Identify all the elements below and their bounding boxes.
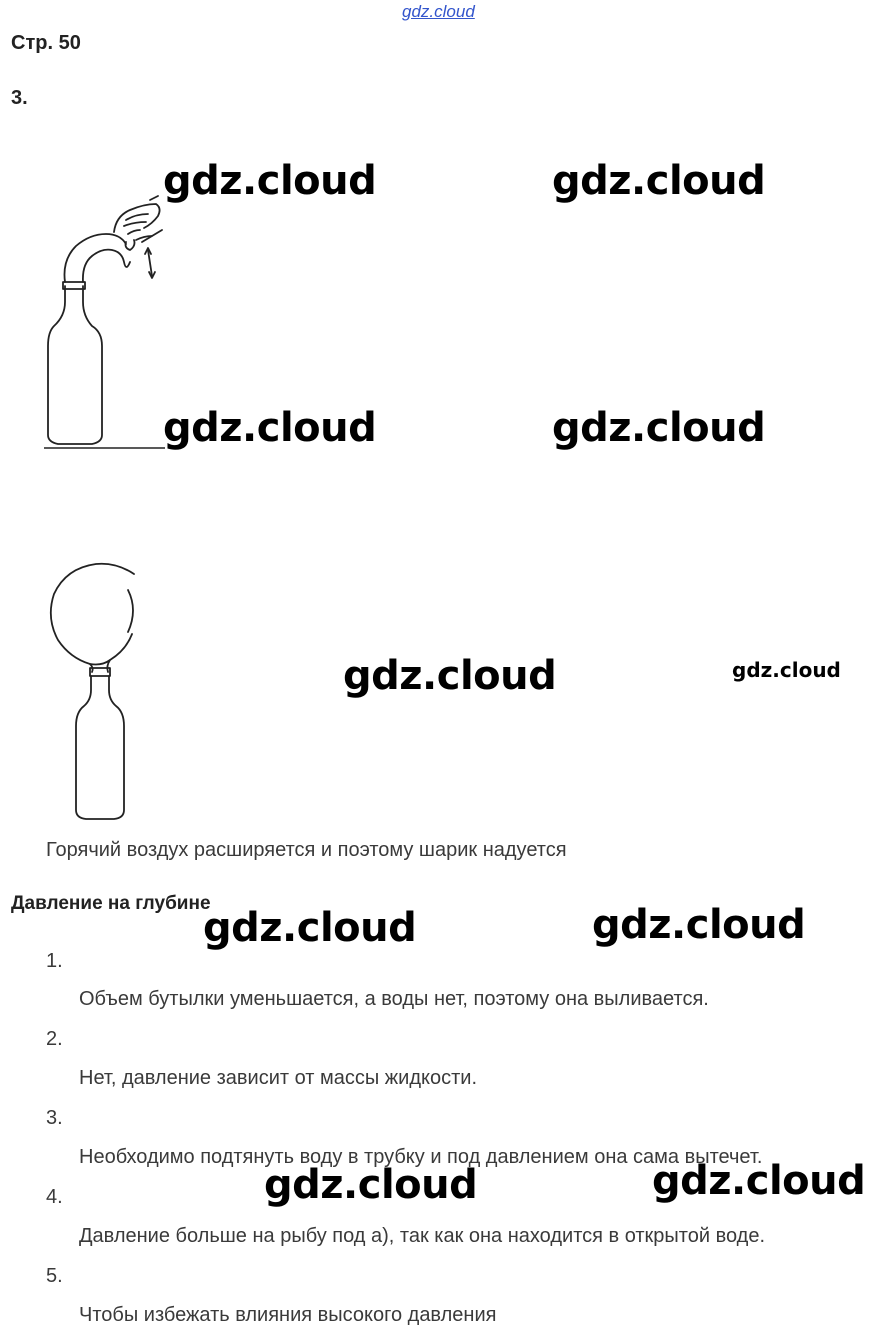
page-reference: Стр. 50 [11, 32, 81, 54]
task-number: 3. [11, 87, 28, 109]
watermark: gdz.cloud [592, 902, 806, 948]
item-answer: Чтобы избежать влияния высокого давления [79, 1304, 497, 1326]
watermark: gdz.cloud [264, 1162, 478, 1208]
item-answer: Объем бутылки уменьшается, а воды нет, поэтому она выливается. [79, 988, 709, 1010]
watermark: gdz.cloud [343, 653, 557, 699]
item-answer: Давление больше на рыбу под а), так как она находится в открытой воде. [79, 1225, 766, 1247]
item-number: 2. [46, 1028, 63, 1050]
watermark: gdz.cloud [652, 1158, 866, 1204]
bottle-with-hand-illustration [40, 190, 170, 455]
item-answer: Необходимо подтянуть воду в трубку и под давлением она сама вытечет. [79, 1146, 763, 1168]
item-number: 5. [46, 1265, 63, 1287]
item-number: 3. [46, 1107, 63, 1129]
watermark: gdz.cloud [203, 905, 417, 951]
watermark: gdz.cloud [163, 405, 377, 451]
bottle-with-balloon-illustration [44, 560, 144, 825]
section-title: Давление на глубине [11, 893, 211, 914]
item-number: 4. [46, 1186, 63, 1208]
watermark: gdz.cloud [552, 158, 766, 204]
watermark: gdz.cloud [732, 658, 841, 682]
site-link[interactable]: gdz.cloud [402, 2, 475, 21]
item-number: 1. [46, 950, 63, 972]
item-answer: Нет, давление зависит от массы жидкости. [79, 1067, 477, 1089]
watermark: gdz.cloud [552, 405, 766, 451]
watermark: gdz.cloud [163, 158, 377, 204]
task3-answer: Горячий воздух расширяется и поэтому шарик надуется [46, 839, 567, 861]
